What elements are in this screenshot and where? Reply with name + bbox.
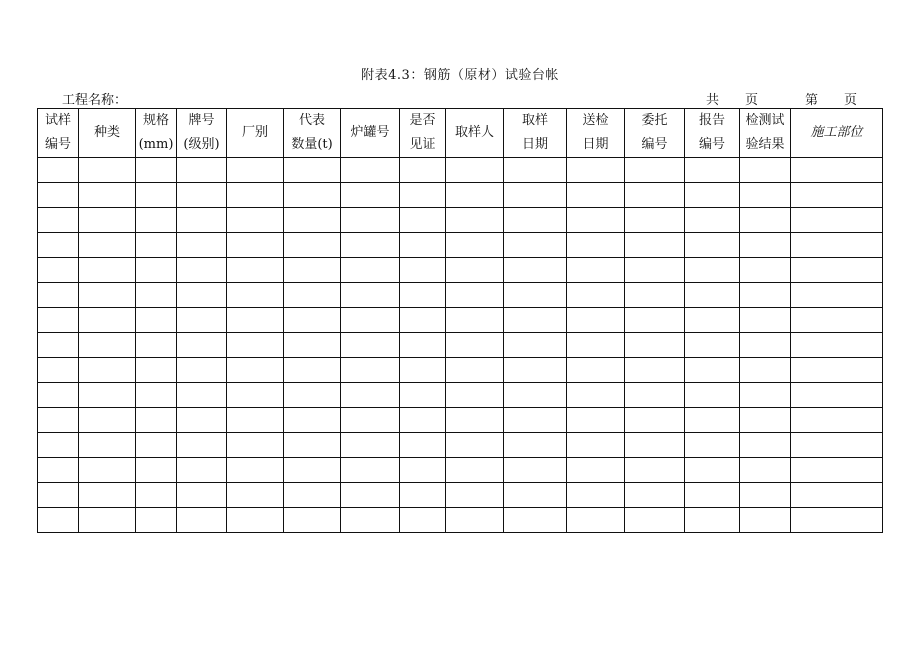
empty-cell[interactable] — [625, 433, 685, 458]
empty-cell[interactable] — [177, 283, 227, 308]
empty-cell[interactable] — [446, 483, 504, 508]
empty-cell[interactable] — [38, 433, 79, 458]
empty-cell[interactable] — [284, 283, 341, 308]
empty-cell[interactable] — [400, 233, 446, 258]
empty-cell[interactable] — [446, 208, 504, 233]
empty-cell[interactable] — [177, 158, 227, 183]
empty-cell[interactable] — [227, 483, 284, 508]
header-line-2: 日期 — [582, 137, 609, 152]
empty-cell[interactable] — [504, 433, 567, 458]
empty-cell[interactable] — [136, 433, 177, 458]
empty-cell[interactable] — [341, 508, 400, 533]
empty-cell[interactable] — [177, 358, 227, 383]
header-line-1: 送检 — [582, 113, 609, 128]
empty-cell[interactable] — [504, 208, 567, 233]
empty-cell[interactable] — [791, 283, 883, 308]
empty-cell[interactable] — [227, 283, 284, 308]
empty-cell[interactable] — [38, 183, 79, 208]
col-header-construction-part — [791, 109, 883, 158]
empty-cell[interactable] — [341, 383, 400, 408]
empty-cell[interactable] — [446, 183, 504, 208]
col-header-submission-date — [567, 109, 625, 158]
empty-cell[interactable] — [227, 308, 284, 333]
empty-cell[interactable] — [136, 508, 177, 533]
header-line-2: 日期 — [521, 137, 548, 152]
table-row — [38, 358, 883, 383]
page-number-unit: 页 — [844, 93, 858, 108]
header-line-2: (级别) — [183, 137, 220, 152]
empty-cell[interactable] — [567, 308, 625, 333]
empty-cell[interactable] — [177, 458, 227, 483]
empty-cell[interactable] — [740, 408, 791, 433]
empty-cell[interactable] — [625, 208, 685, 233]
empty-cell[interactable] — [504, 283, 567, 308]
empty-cell[interactable] — [284, 183, 341, 208]
empty-cell[interactable] — [504, 358, 567, 383]
empty-cell[interactable] — [341, 233, 400, 258]
empty-cell[interactable] — [446, 408, 504, 433]
empty-cell[interactable] — [79, 408, 136, 433]
col-header-manufacturer — [227, 109, 284, 158]
header-line-2: 数量(t) — [291, 137, 333, 152]
empty-cell[interactable] — [567, 258, 625, 283]
empty-cell[interactable] — [567, 333, 625, 358]
empty-cell[interactable] — [38, 383, 79, 408]
empty-cell[interactable] — [341, 333, 400, 358]
empty-cell[interactable] — [567, 183, 625, 208]
header-line-2: 编号 — [641, 137, 668, 152]
empty-cell[interactable] — [284, 333, 341, 358]
empty-cell[interactable] — [38, 458, 79, 483]
ledger-table — [37, 108, 883, 533]
empty-cell[interactable] — [341, 158, 400, 183]
empty-cell[interactable] — [38, 308, 79, 333]
empty-cell[interactable] — [79, 508, 136, 533]
empty-cell[interactable] — [38, 258, 79, 283]
empty-cell[interactable] — [136, 333, 177, 358]
empty-cell[interactable] — [136, 233, 177, 258]
empty-cell[interactable] — [740, 383, 791, 408]
empty-cell[interactable] — [625, 358, 685, 383]
header-line-1: 报告 — [698, 113, 725, 128]
empty-cell[interactable] — [227, 208, 284, 233]
table-row — [38, 258, 883, 283]
empty-cell[interactable] — [38, 483, 79, 508]
col-header-sampler — [446, 109, 504, 158]
empty-cell[interactable] — [284, 358, 341, 383]
empty-cell[interactable] — [567, 158, 625, 183]
empty-cell[interactable] — [791, 433, 883, 458]
col-header-sample-no — [38, 109, 79, 158]
empty-cell[interactable] — [740, 208, 791, 233]
empty-cell[interactable] — [791, 508, 883, 533]
header-line-1: 厂别 — [241, 125, 268, 140]
empty-cell[interactable] — [341, 183, 400, 208]
total-pages-unit: 页 — [745, 93, 759, 108]
empty-cell[interactable] — [136, 208, 177, 233]
empty-cell[interactable] — [227, 433, 284, 458]
empty-cell[interactable] — [341, 408, 400, 433]
empty-cell[interactable] — [791, 483, 883, 508]
header-line-1: 取样人 — [454, 125, 494, 140]
empty-cell[interactable] — [685, 183, 740, 208]
table-row — [38, 283, 883, 308]
empty-cell[interactable] — [400, 208, 446, 233]
empty-cell[interactable] — [504, 508, 567, 533]
empty-cell[interactable] — [740, 483, 791, 508]
col-header-test-result — [740, 109, 791, 158]
empty-cell[interactable] — [79, 383, 136, 408]
empty-cell[interactable] — [284, 383, 341, 408]
empty-cell[interactable] — [625, 333, 685, 358]
table-row — [38, 508, 883, 533]
empty-cell[interactable] — [284, 158, 341, 183]
empty-cell[interactable] — [685, 508, 740, 533]
empty-cell[interactable] — [227, 358, 284, 383]
empty-cell[interactable] — [685, 483, 740, 508]
empty-cell[interactable] — [400, 483, 446, 508]
empty-cell[interactable] — [504, 333, 567, 358]
empty-cell[interactable] — [284, 483, 341, 508]
empty-cell[interactable] — [177, 183, 227, 208]
col-header-sampling-date — [504, 109, 567, 158]
empty-cell[interactable] — [177, 308, 227, 333]
empty-cell[interactable] — [567, 383, 625, 408]
empty-cell[interactable] — [625, 508, 685, 533]
table-row — [38, 333, 883, 358]
empty-cell[interactable] — [136, 283, 177, 308]
header-line-1: 种类 — [93, 125, 120, 140]
empty-cell[interactable] — [567, 208, 625, 233]
empty-cell[interactable] — [567, 433, 625, 458]
header-line-1: 规格 — [142, 113, 169, 128]
empty-cell[interactable] — [177, 483, 227, 508]
empty-cell[interactable] — [136, 358, 177, 383]
col-header-grade — [177, 109, 227, 158]
empty-cell[interactable] — [740, 183, 791, 208]
header-line-2: 见证 — [409, 137, 436, 152]
empty-cell[interactable] — [227, 383, 284, 408]
table-row — [38, 208, 883, 233]
empty-cell[interactable] — [136, 183, 177, 208]
project-name-label: 工程名称： — [62, 93, 128, 108]
empty-cell[interactable] — [341, 358, 400, 383]
empty-cell[interactable] — [38, 158, 79, 183]
col-header-quantity — [284, 109, 341, 158]
empty-cell[interactable] — [79, 208, 136, 233]
empty-cell[interactable] — [284, 458, 341, 483]
empty-cell[interactable] — [791, 358, 883, 383]
empty-cell[interactable] — [284, 233, 341, 258]
empty-cell[interactable] — [79, 483, 136, 508]
empty-cell[interactable] — [446, 158, 504, 183]
empty-cell[interactable] — [79, 183, 136, 208]
empty-cell[interactable] — [685, 308, 740, 333]
header-line-1: 取样 — [521, 113, 548, 128]
empty-cell[interactable] — [446, 233, 504, 258]
empty-cell[interactable] — [227, 158, 284, 183]
table-header-row — [38, 109, 883, 158]
empty-cell[interactable] — [791, 208, 883, 233]
empty-cell[interactable] — [504, 458, 567, 483]
empty-cell[interactable] — [79, 308, 136, 333]
empty-cell[interactable] — [177, 208, 227, 233]
empty-cell[interactable] — [504, 308, 567, 333]
empty-cell[interactable] — [791, 233, 883, 258]
empty-cell[interactable] — [177, 233, 227, 258]
empty-cell[interactable] — [446, 258, 504, 283]
table-row — [38, 308, 883, 333]
empty-cell[interactable] — [400, 283, 446, 308]
col-header-spec — [136, 109, 177, 158]
empty-cell[interactable] — [567, 233, 625, 258]
empty-cell[interactable] — [685, 258, 740, 283]
header-line-1: 委托 — [641, 113, 668, 128]
col-header-commission-no — [625, 109, 685, 158]
empty-cell[interactable] — [791, 308, 883, 333]
empty-cell[interactable] — [446, 308, 504, 333]
empty-cell[interactable] — [740, 333, 791, 358]
empty-cell[interactable] — [400, 383, 446, 408]
empty-cell[interactable] — [284, 258, 341, 283]
empty-cell[interactable] — [38, 283, 79, 308]
empty-cell[interactable] — [685, 358, 740, 383]
empty-cell[interactable] — [79, 333, 136, 358]
empty-cell[interactable] — [446, 383, 504, 408]
empty-cell[interactable] — [227, 233, 284, 258]
empty-cell[interactable] — [446, 333, 504, 358]
empty-cell[interactable] — [685, 333, 740, 358]
table-row — [38, 233, 883, 258]
empty-cell[interactable] — [740, 458, 791, 483]
empty-cell[interactable] — [685, 383, 740, 408]
empty-cell[interactable] — [504, 258, 567, 283]
empty-cell[interactable] — [38, 508, 79, 533]
empty-cell[interactable] — [79, 433, 136, 458]
header-line-2: 编号 — [698, 137, 725, 152]
header-line-1: 试样 — [44, 113, 71, 128]
header-line-2: (mm) — [138, 137, 174, 152]
empty-cell[interactable] — [791, 183, 883, 208]
empty-cell[interactable] — [79, 283, 136, 308]
table-row — [38, 183, 883, 208]
empty-cell[interactable] — [284, 433, 341, 458]
empty-cell[interactable] — [136, 383, 177, 408]
empty-cell[interactable] — [625, 383, 685, 408]
empty-cell[interactable] — [740, 283, 791, 308]
col-header-heat-no — [341, 109, 400, 158]
empty-cell[interactable] — [400, 158, 446, 183]
empty-cell[interactable] — [504, 408, 567, 433]
header-line-2: 编号 — [44, 137, 71, 152]
empty-cell[interactable] — [400, 508, 446, 533]
empty-cell[interactable] — [79, 358, 136, 383]
empty-cell[interactable] — [740, 233, 791, 258]
empty-cell[interactable] — [625, 283, 685, 308]
header-line-1: 代表 — [298, 113, 325, 128]
header-line-1: 牌号 — [188, 113, 215, 128]
empty-cell[interactable] — [685, 458, 740, 483]
empty-cell[interactable] — [740, 308, 791, 333]
empty-cell[interactable] — [177, 258, 227, 283]
table-body — [38, 158, 883, 533]
empty-cell[interactable] — [227, 508, 284, 533]
header-line-2: 验结果 — [745, 137, 785, 152]
table-row — [38, 158, 883, 183]
empty-cell[interactable] — [740, 508, 791, 533]
empty-cell[interactable] — [567, 458, 625, 483]
empty-cell[interactable] — [504, 183, 567, 208]
empty-cell[interactable] — [740, 358, 791, 383]
empty-cell[interactable] — [38, 333, 79, 358]
empty-cell[interactable] — [38, 208, 79, 233]
empty-cell[interactable] — [446, 358, 504, 383]
total-pages-label: 共 — [706, 93, 720, 108]
empty-cell[interactable] — [446, 508, 504, 533]
empty-cell[interactable] — [685, 233, 740, 258]
empty-cell[interactable] — [400, 408, 446, 433]
empty-cell[interactable] — [284, 508, 341, 533]
empty-cell[interactable] — [567, 408, 625, 433]
empty-cell[interactable] — [400, 183, 446, 208]
empty-cell[interactable] — [446, 458, 504, 483]
empty-cell[interactable] — [400, 433, 446, 458]
empty-cell[interactable] — [136, 158, 177, 183]
empty-cell[interactable] — [685, 158, 740, 183]
empty-cell[interactable] — [685, 208, 740, 233]
empty-cell[interactable] — [136, 258, 177, 283]
empty-cell[interactable] — [38, 358, 79, 383]
empty-cell[interactable] — [625, 183, 685, 208]
empty-cell[interactable] — [504, 383, 567, 408]
empty-cell[interactable] — [38, 408, 79, 433]
empty-cell[interactable] — [136, 408, 177, 433]
col-header-witnessed — [400, 109, 446, 158]
empty-cell[interactable] — [341, 208, 400, 233]
empty-cell[interactable] — [740, 433, 791, 458]
document-title: 附表4.3：钢筋（原材）试验台帐 — [361, 68, 559, 83]
empty-cell[interactable] — [227, 458, 284, 483]
empty-cell[interactable] — [791, 158, 883, 183]
empty-cell[interactable] — [400, 308, 446, 333]
table-row — [38, 433, 883, 458]
header-line-1: 施工部位 — [810, 125, 863, 140]
empty-cell[interactable] — [341, 258, 400, 283]
empty-cell[interactable] — [341, 283, 400, 308]
header-line-1: 是否 — [409, 113, 436, 128]
empty-cell[interactable] — [625, 233, 685, 258]
empty-cell[interactable] — [284, 208, 341, 233]
page-number-label: 第 — [805, 93, 819, 108]
empty-cell[interactable] — [284, 408, 341, 433]
empty-cell[interactable] — [284, 308, 341, 333]
empty-cell[interactable] — [400, 258, 446, 283]
empty-cell[interactable] — [400, 333, 446, 358]
table-row — [38, 483, 883, 508]
table-row — [38, 383, 883, 408]
empty-cell[interactable] — [177, 333, 227, 358]
empty-cell[interactable] — [341, 483, 400, 508]
empty-cell[interactable] — [136, 308, 177, 333]
empty-cell[interactable] — [177, 433, 227, 458]
empty-cell[interactable] — [227, 258, 284, 283]
table-row — [38, 408, 883, 433]
empty-cell[interactable] — [791, 458, 883, 483]
empty-cell[interactable] — [79, 258, 136, 283]
empty-cell[interactable] — [341, 433, 400, 458]
col-header-type — [79, 109, 136, 158]
empty-cell[interactable] — [740, 258, 791, 283]
empty-cell[interactable] — [740, 158, 791, 183]
empty-cell[interactable] — [791, 408, 883, 433]
empty-cell[interactable] — [791, 258, 883, 283]
empty-cell[interactable] — [227, 183, 284, 208]
empty-cell[interactable] — [136, 458, 177, 483]
empty-cell[interactable] — [625, 308, 685, 333]
empty-cell[interactable] — [400, 458, 446, 483]
col-header-report-no — [685, 109, 740, 158]
table-row — [38, 458, 883, 483]
empty-cell[interactable] — [685, 408, 740, 433]
empty-cell[interactable] — [625, 258, 685, 283]
empty-cell[interactable] — [625, 158, 685, 183]
empty-cell[interactable] — [38, 233, 79, 258]
empty-cell[interactable] — [177, 508, 227, 533]
empty-cell[interactable] — [504, 483, 567, 508]
empty-cell[interactable] — [625, 408, 685, 433]
empty-cell[interactable] — [400, 358, 446, 383]
empty-cell[interactable] — [341, 308, 400, 333]
empty-cell[interactable] — [79, 233, 136, 258]
empty-cell[interactable] — [567, 483, 625, 508]
empty-cell[interactable] — [567, 358, 625, 383]
empty-cell[interactable] — [567, 508, 625, 533]
header-line-1: 炉罐号 — [350, 125, 390, 140]
empty-cell[interactable] — [227, 333, 284, 358]
empty-cell[interactable] — [79, 458, 136, 483]
empty-cell[interactable] — [791, 333, 883, 358]
empty-cell[interactable] — [791, 383, 883, 408]
empty-cell[interactable] — [177, 383, 227, 408]
empty-cell[interactable] — [504, 158, 567, 183]
empty-cell[interactable] — [567, 283, 625, 308]
empty-cell[interactable] — [136, 483, 177, 508]
header-line-1: 检测试 — [745, 113, 785, 128]
empty-cell[interactable] — [446, 283, 504, 308]
empty-cell[interactable] — [177, 408, 227, 433]
empty-cell[interactable] — [341, 458, 400, 483]
empty-cell[interactable] — [227, 408, 284, 433]
empty-cell[interactable] — [504, 233, 567, 258]
empty-cell[interactable] — [446, 433, 504, 458]
empty-cell[interactable] — [625, 483, 685, 508]
empty-cell[interactable] — [685, 283, 740, 308]
empty-cell[interactable] — [79, 158, 136, 183]
empty-cell[interactable] — [625, 458, 685, 483]
empty-cell[interactable] — [685, 433, 740, 458]
